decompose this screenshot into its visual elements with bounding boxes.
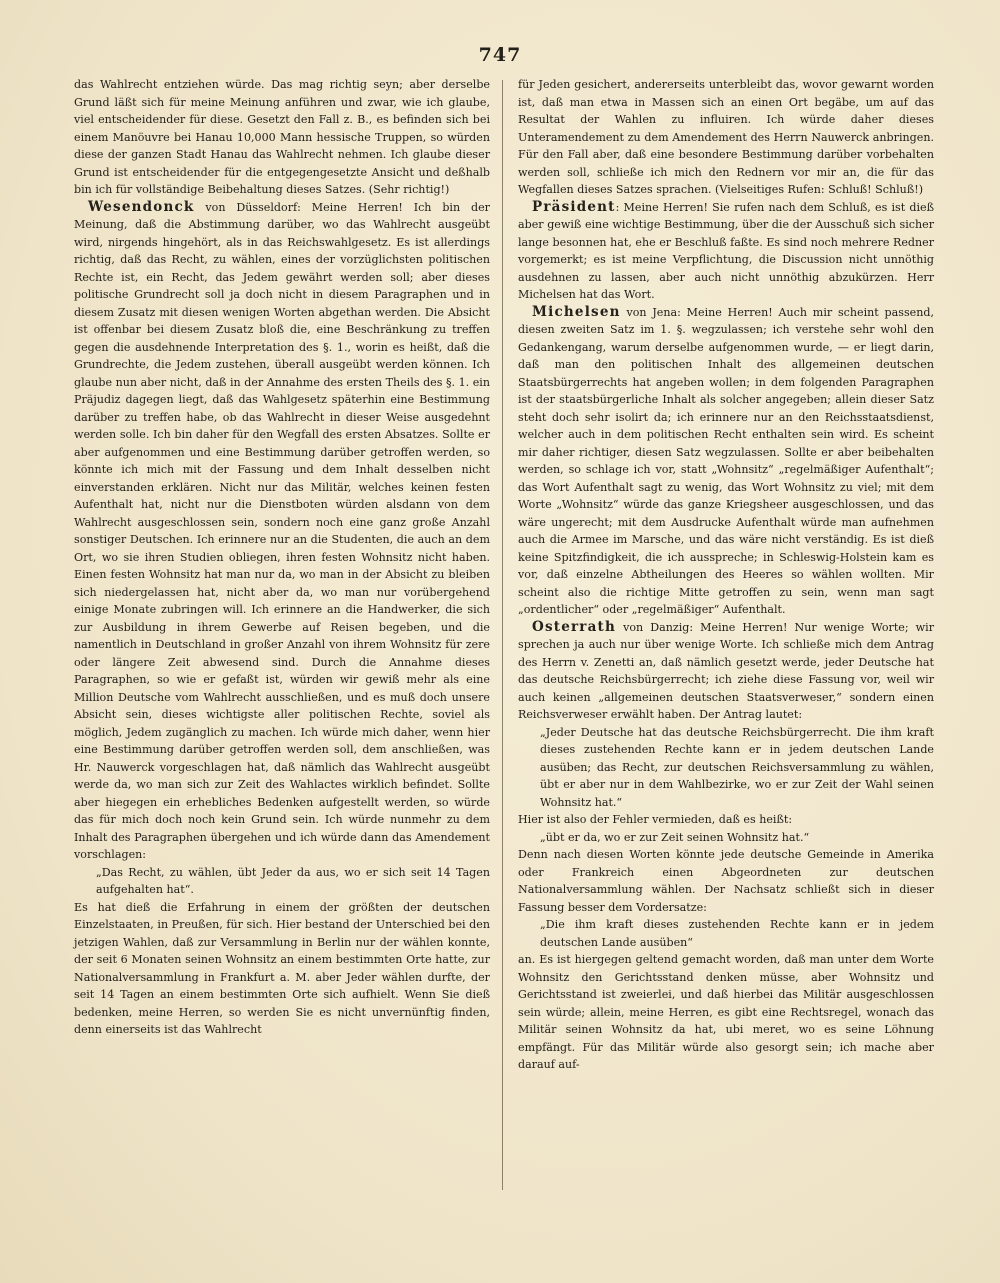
paragraph: für Jeden gesichert, andererseits unterbleibt das, wovor gewarnt worden ist, daß man etwa in Massen sich an einen Ort begäbe, um auf das Resultat der Wahlen zu influiren. Ich würde daher dieses Unteramendement zu dem Amendement des Herrn Nauwerck anbringen. Für den Fall aber, daß eine besondere Bestimmung darüber vorbehalten werden soll, schließe ich mich den Rednern vor mir an, die für das Wegfallen dieses Satzes sprachen. (Vielseitiges Rufen: Schluß! Schluß!) <box>518 78 934 196</box>
speech-text: von Düsseldorf: Meine Herren! Ich bin der Meinung, daß die Abstimmung darüber, wo das Wahlrecht ausgeübt wird, nirgends hingehört, als in das Reichswahlgesetz. Es ist allerdings richtig, daß das Recht, zu wählen, eines der vorzüglichsten politischen Rechte ist, ein Recht, das Jedem gewährt werden soll; aber dieses politische Grundrecht soll ja doch nicht in diesem Paragraphen und in diesem Zusatz mit diesen wenigen Worten abgethan werden. Die Absicht ist offenbar bei diesem Zusatz bloß die, eine Beschränkung zu treffen gegen die ausdehnende Interpretation des §. 1., worin es heißt, daß die Grundrechte, die Jedem zustehen, überall ausgeübt werden können. Ich glaube nun aber nicht, daß in der Annahme des ersten Theils des §. 1. ein Präjudiz dagegen liegt, daß das Wahlgesetz späterhin eine Bestimmung darüber zu treffen habe, ob das Wahlrecht in dieser Weise ausgedehnt werden solle. Ich bin daher für den Wegfall des ersten Absatzes. Sollte er aber aufgenommen und eine Bestimmung darüber getroffen werden, so könnte ich mich mit der Fassung und dem Inhalt desselben nicht einverstanden erklären. Nicht nur das Militär, welches keinen festen Aufenthalt hat, nicht nur die Dienstboten würden alsdann von dem Wahlrecht ausgeschlossen sein, sondern noch eine ganz große Anzahl sonstiger Deutschen. Ich erinnere nur an die Studenten, die auch an dem Ort, wo sie ihren Studien obliegen, ihren festen Wohnsitz nicht haben. Einen festen Wohnsitz hat man nur da, wo man in der Absicht zu bleiben sich niedergelassen hat, nicht aber da, wo man nur vorübergehend einige Monate zubringen will. Ich erinnere an die Handwerker, die sich zur Ausbildung in ihrem Gewerbe auf Reisen begeben, und die namentlich in Deutschland in großer Anzahl von ihrem Wohnsitz für zere oder längere Zeit abwesend sind. Durch die Annahme dieses Paragraphen, so wie er gefaßt ist, würden wir gewiß mehr als eine Million Deutsche vom Wahlrecht ausschließen, und es muß doch unsere Absicht sein, dieses wichtigste aller politischen Rechte, soviel als möglich, Jedem zugänglich zu machen. Ich würde mich daher, wenn hier eine Bestimmung darüber getroffen werden soll, dem anschließen, was Hr. Nauwerck vorgeschlagen hat, daß nämlich das Wahlrecht ausgeübt werde da, wo man sich zur Zeit des Wahlactes wirklich befindet. Sollte aber hiegegen ein erhebliches Bedenken aufgestellt werden, so würde das für mich doch noch kein Grund sein. Ich würde nunmehr zu dem Inhalt des Paragraphen übergehen und ich würde dann das Amendement vorschlagen: <box>74 200 490 861</box>
speaker-name: Osterrath <box>532 618 617 635</box>
paragraph: Denn nach diesen Worten könnte jede deutsche Gemeinde in Amerika oder Frankreich einen Abgeordneten zur deutschen Nationalversammlung wählen. Der Nachsatz schließt sich in dieser Fassung besser dem Vordersatze: <box>518 848 934 914</box>
paragraph: Es hat dieß die Erfahrung in einem der größten der deutschen Einzelstaaten, in Preußen, für sich. Hier bestand der Unterschied bei den jetzigen Wahlen, daß zur Versammlung in Berlin nur der wählen konnte, der seit 6 Monaten seinen Wohnsitz an einem bestimmten Orte hatte, zur Nationalversammlung in Frankfurt a. M. aber Jeder wählen durfte, der seit 14 Tagen an einem bestimmten Orte sich aufhielt. Wenn Sie dieß bedenken, meine Herren, so werden Sie es nicht unvernünftig finden, denn einerseits ist das Wahlrecht <box>74 900 490 1036</box>
paragraph: das Wahlrecht entziehen würde. Das mag richtig seyn; aber derselbe Grund läßt sich für meine Meinung anführen und zwar, wie ich glaube, viel entscheidender für diese. Gesetzt den Fall z. B., es befinden sich bei einem Manöuvre bei Hanau 10,000 Mann hessische Truppen, so würden diese der ganzen Stadt Hanau das Wahlrecht nehmen. Ich glaube dieser Grund ist entscheidender für die entgegengesetzte Ansicht und deßhalb bin ich für vollständige Beibehaltung dieses Satzes. (Sehr richtig!) <box>74 78 490 196</box>
quoted-phrase: „Die ihm kraft dieses zustehenden Rechte kann er in jedem deutschen Lande ausüben“ <box>540 918 934 949</box>
paragraph <box>518 199 934 304</box>
speech-text: : Meine Herren! Sie rufen nach dem Schluß, es ist dieß aber gewiß eine wichtige Bestimmung, über die der Ausschuß sich sicher lange besonnen hat, ehe er Beschluß faßte. Es sind noch mehrere Redner vorgemerkt; es ist meine Verpflichtung, die Discussion nicht unnöthig ausdehnen zu lassen, aber auch nicht unnöthig abzukürzen. Herr Michelsen hat das Wort. <box>518 200 934 301</box>
quoted-amendment: „Jeder Deutsche hat das deutsche Reichsbürgerrecht. Die ihm kraft dieses zustehenden Rechte kann er in jedem deutschen Lande ausüben; das Recht, zur deutschen Reichsversammlung zu wählen, übt er aber nur in dem Wahlbezirke, wo er zur Zeit der Wahl seinen Wohnsitz hat.“ <box>540 725 934 809</box>
speaker-name: Präsident <box>532 198 616 215</box>
paragraph <box>518 304 934 619</box>
speech-text: von Jena: Meine Herren! Auch mir scheint passend, diesen zweiten Satz im 1. §. wegzulassen; ich verstehe sehr wohl den Gedankengang, warum derselbe aufgenommen wurde, — er liegt darin, daß man den politischen Inhalt des allgemeinen deutschen Staatsbürgerrechts hat angeben wollen; in dem folgenden Paragraphen ist der staatsbürgerliche Inhalt als solcher angegeben; allein dieser Satz steht doch sehr isolirt da; ich erinnere nur an den Reichsstaatsdienst, welcher auch in dem politischen Recht enthalten sein wird. Es scheint mir daher richtiger, diesen Satz wegzulassen. Sollte er aber beibehalten werden, so schlage ich vor, statt „Wohnsitz“ „regelmäßiger Aufenthalt“; das Wort Aufenthalt sagt zu wenig, das Wort Wohnsitz zu viel; mit dem Worte „Wohnsitz“ würde das ganze Kriegsheer ausgeschlossen, und das wäre ungerecht; mit dem Ausdrucke Aufenthalt würde man aufnehmen auch die Armee im Marsche, und das wäre nicht verständig. Es ist dieß keine Spitzfindigkeit, die ich ausspreche; in Schleswig-Holstein kam es vor, daß einzelne Abtheilungen des Heeres so wählen wollten. Mir scheint also die richtige Mitte getroffen zu sein, wenn man sagt „ordentlicher“ oder „regelmäßiger“ Aufenthalt. <box>518 305 934 616</box>
speaker-name: Wesendonck <box>88 198 195 215</box>
paragraph: an. Es ist hiergegen geltend gemacht worden, daß man unter dem Worte Wohnsitz den Gerichtsstand denken müsse, aber Wohnsitz und Gerichtsstand ist zweierlei, und daß hierbei das Militär ausgeschlossen sein würde; allein, meine Herren, es gibt eine Rechtsregel, wonach das Militär seinen Wohnsitz da hat, ubi meret, wo es seine Löhnung empfängt. Für das Militär würde also gesorgt sein; ich mache aber darauf auf- <box>518 953 934 1071</box>
quoted-phrase: „übt er da, wo er zur Zeit seinen Wohnsitz hat.“ <box>540 830 810 844</box>
paragraph: Hier ist also der Fehler vermieden, daß es heißt: <box>518 813 793 826</box>
speech-text: von Danzig: Meine Herren! Nur wenige Worte; wir sprechen ja auch nur über wenige Worte. Ich schließe mich dem Antrag des Herrn v. Zenetti an, daß nämlich gesetzt werde, jeder Deutsche hat das deutsche Reichsbürgerrecht; ich ziehe diese Fassung vor, weil wir auch keinen „allgemeinen deutschen Staatsverweser,“ sondern einen Reichsverweser erwählt haben. Der Antrag lautet: <box>518 620 934 721</box>
left-column <box>74 76 490 1039</box>
quoted-amendment: „Das Recht, zu wählen, übt Jeder da aus, wo er sich seit 14 Tagen aufgehalten hat“. <box>96 865 490 896</box>
page-number: 747 <box>478 44 522 66</box>
speaker-name: Michelsen <box>532 303 621 320</box>
column-divider <box>502 80 503 1190</box>
paragraph <box>518 619 934 724</box>
paragraph <box>74 199 490 864</box>
right-column <box>518 76 934 1074</box>
